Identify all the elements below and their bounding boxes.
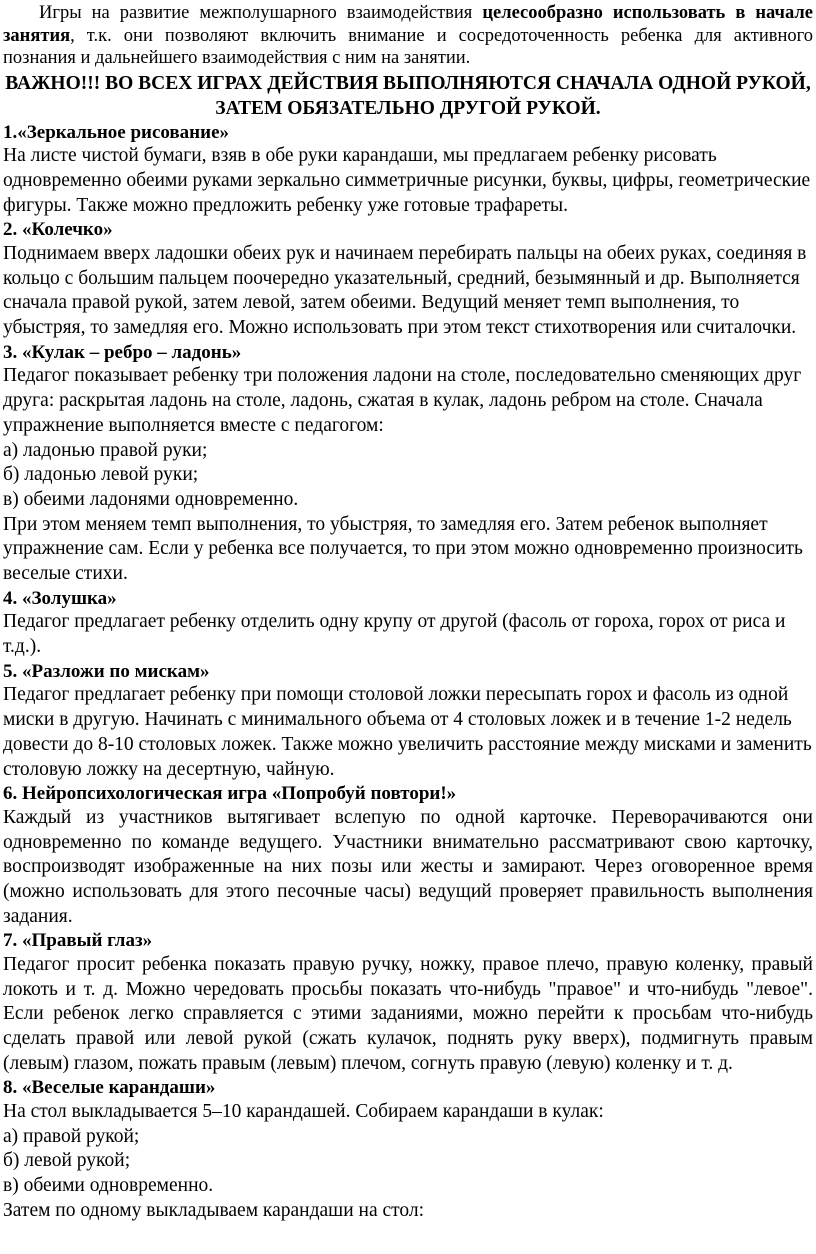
intro-text-end: , т.к. они позволяют включить внимание и сосредоточенность ребенка для активного познания и дальнейшего взаимодействия с ним на занятии. xyxy=(3,25,813,69)
section-5-paragraph: Педагог предлагает ребенку при помощи столовой ложки пересыпать горох и фасоль из одной миски в другую. Начинать с минимального объема от 4 столовых ложек и в течение 1-2 недель довести до 8-10 столовых ложек. Также можно увеличить расстояние между мисками и заменить столовую ложку на десертную, чайную. xyxy=(3,684,812,780)
section-3-paragraph-1: Педагог показывает ребенку три положения ладони на столе, последовательно сменяющих друг друга: раскрытая ладонь на столе, ладонь, сжатая в кулак, ладонь ребром на столе. Сначала упражнение выполняется вместе с педагогом: xyxy=(3,365,802,436)
section-2-paragraph: Поднимаем вверх ладошки обеих рук и начинаем перебирать пальцы на обеих руках, соединяя в кольцо с большим пальцем поочередно указательный, средний, безымянный и др. Выполняется сначала правой рукой, затем левой, затем обеими. Ведущий меняет темп выполнения, то убыстряя, то замедляя его. Можно использовать при этом текст стихотворения или считалочки. xyxy=(3,243,807,339)
section-7-paragraph: Педагог просит ребенка показать правую ручку, ножку, правое плечо, правую коленку, правый локоть и т. д. Можно чередовать просьбы показать что-нибудь "правое" и что-нибудь "левое". Если ребенок легко справляется с этими заданиями, можно перейти к просьбам что-нибудь сделать правой или левой рукой (сжать кулачок, поднять руку вверх), подмигнуть правым (левым) глазом, пожать правым (левым) плечом, согнуть правую (левую) коленку и т. д. xyxy=(3,953,813,1074)
section-3-paragraph-2: При этом меняем темп выполнения, то убыстряя, то замедляя его. Затем ребенок выполняет упражнение сам. Если у ребенка все получается, то при этом можно одновременно произносить веселые стихи. xyxy=(3,513,803,585)
section-6-paragraph: Каждый из участников вытягивает вслепую по одной карточке. Переворачиваются они одновременно по команде ведущего. Участники внимательно рассматривают свою карточку, воспроизводят изображенные на них позы или жесты и замирают. Через оговоренное время (можно использовать для этого песочные часы) ведущий проверяет правильность выполнения задания. xyxy=(3,806,813,927)
section-3-item-b: б) ладонью левой руки; xyxy=(3,464,199,486)
section-4-title: 4. «Золушка» xyxy=(3,587,117,609)
section-8-title: 8. «Веселые карандаши» xyxy=(3,1077,216,1099)
section-2-title: 2. «Колечко» xyxy=(3,219,113,241)
section-7-title: 7. «Правый глаз» xyxy=(3,930,153,952)
section-8-paragraph-1: На стол выкладывается 5–10 карандашей. Собираем карандаши в кулак: xyxy=(3,1101,604,1123)
intro-bold-text: целесообразно использовать в начале занятия xyxy=(3,3,813,46)
important-note: ВАЖНО!!! ВО ВСЕХ ИГРАХ ДЕЙСТВИЯ ВЫПОЛНЯЮТСЯ СНАЧАЛА ОДНОЙ РУКОЙ, ЗАТЕМ ОБЯЗАТЕЛЬНО ДРУГОЙ РУКОЙ. xyxy=(5,72,811,119)
section-6-title: 6. Нейропсихологическая игра «Попробуй повтори!» xyxy=(3,783,457,805)
section-3-title: 3. «Кулак – ребро – ладонь» xyxy=(3,341,242,363)
section-8-item-a: а) правой рукой; xyxy=(3,1125,140,1147)
section-8-item-c: в) обеими одновременно. xyxy=(3,1175,214,1197)
section-3-item-a: а) ладонью правой руки; xyxy=(3,439,208,461)
section-8-item-b: б) левой рукой; xyxy=(3,1150,131,1172)
section-1-title: 1.«Зеркальное рисование» xyxy=(3,121,230,143)
section-1-paragraph: На листе чистой бумаги, взяв в обе руки карандаши, мы предлагаем ребенку рисовать одновременно обеими руками зеркально симметричные рисунки, буквы, цифры, геометрические фигуры. Также можно предложить ребенку уже готовые трафареты. xyxy=(3,145,811,216)
section-4-paragraph: Педагог предлагает ребенку отделить одну крупу от другой (фасоль от гороха, горох от риса и т.д.). xyxy=(3,611,786,658)
section-8-paragraph-2: Затем по одному выкладываем карандаши на стол: xyxy=(3,1199,425,1221)
section-3-item-c: в) обеими ладонями одновременно. xyxy=(3,489,299,510)
intro-text-start: Игры на развитие межполушарного взаимодействия xyxy=(39,3,483,23)
section-5-title: 5. «Разложи по мискам» xyxy=(3,660,210,682)
intro-paragraph xyxy=(3,0,813,70)
